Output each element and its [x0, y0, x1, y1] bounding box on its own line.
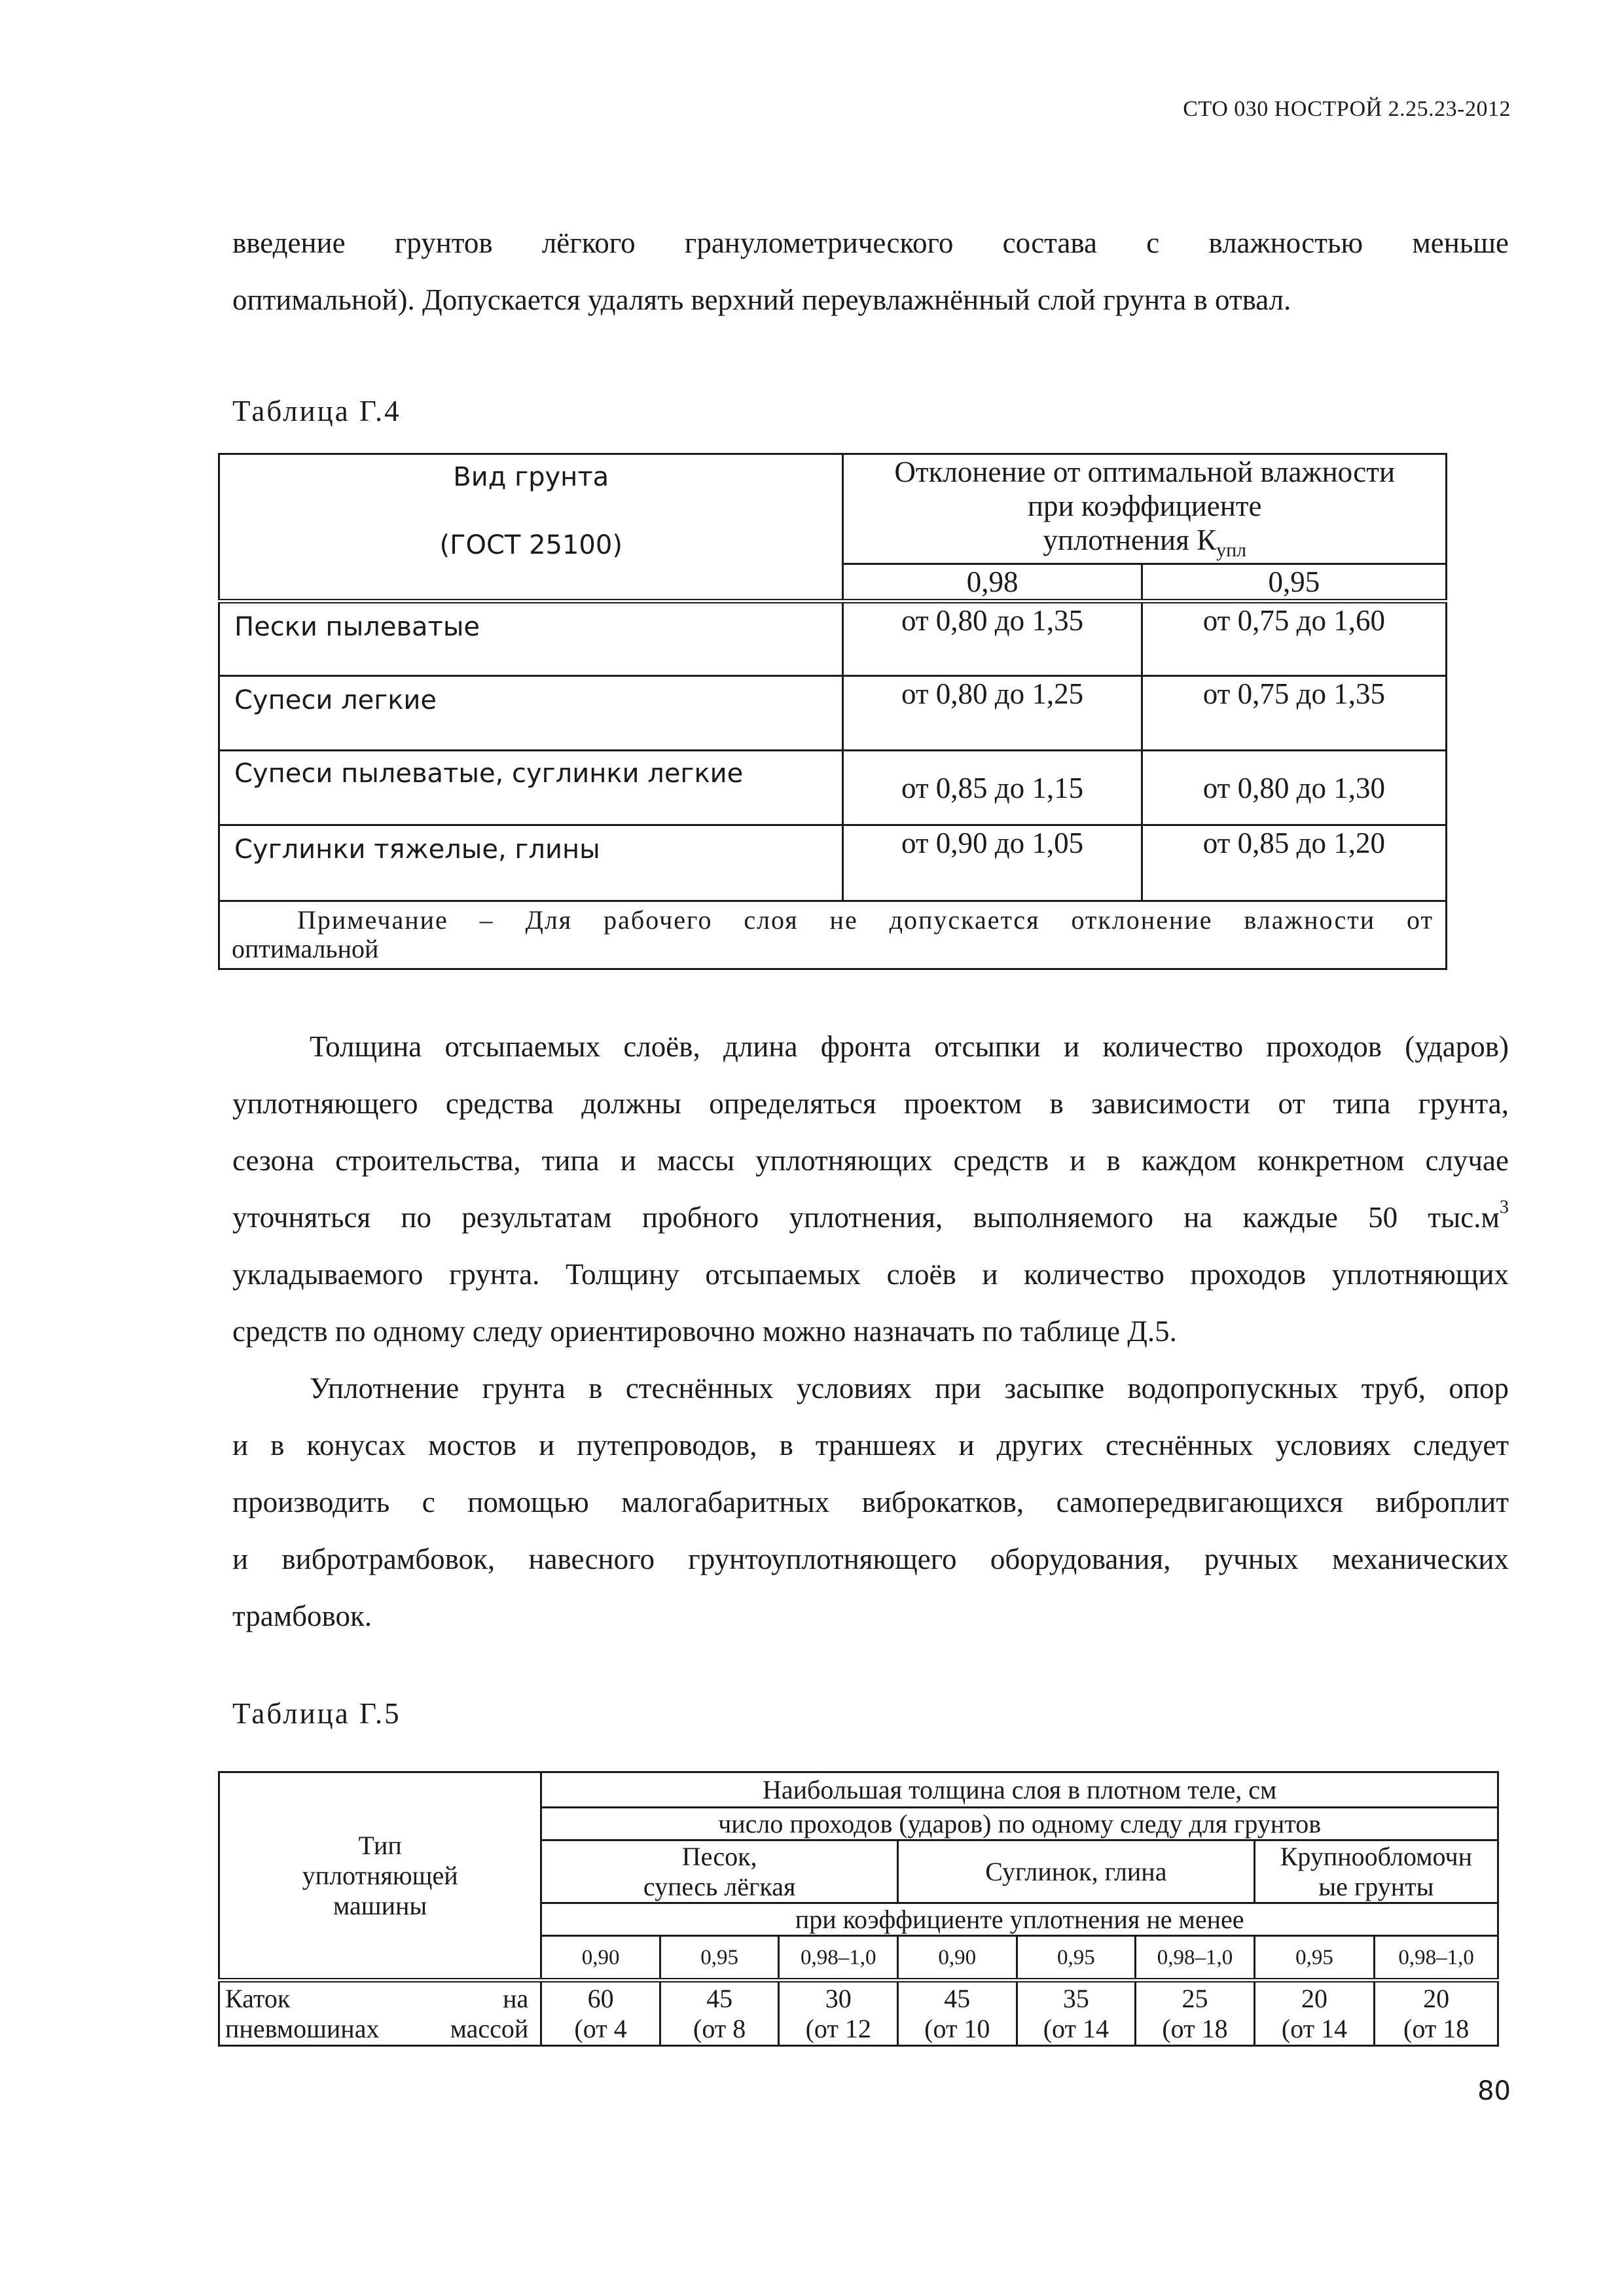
table-g4-caption: Таблица Г.4	[232, 395, 401, 427]
note-line-2: оптимальной	[232, 934, 379, 963]
thickness-cell: 25 (от 18	[1136, 1981, 1255, 2046]
passes-header: число проходов (ударов) по одному следу для грунтов	[541, 1808, 1498, 1840]
value-095: от 0,85 до 1,20	[1142, 825, 1446, 901]
table-g4-header-deviation	[843, 454, 1447, 564]
machine-type-line-1: Тип	[358, 1830, 402, 1860]
table-g4	[218, 453, 1447, 970]
machine-type-header	[219, 1772, 541, 1981]
group-sand	[541, 1840, 898, 1903]
value-098: от 0,80 до 1,35	[843, 601, 1142, 676]
table-row	[219, 1981, 1498, 2046]
table-row	[219, 676, 1447, 751]
soil-name: Пески пылеватые	[219, 601, 843, 676]
intro-line-2: оптимальной). Допускается удалять верхний переувлажнённый слой грунта в отвал.	[232, 283, 1291, 316]
k-value-095: 0,95	[1142, 564, 1446, 601]
intro-paragraph	[232, 215, 1509, 329]
table-g5	[218, 1771, 1499, 2047]
p2-line-3: сезона строительства, типа и массы уплотняющих средств и в каждом конкретном случае	[232, 1144, 1509, 1177]
value-095: от 0,75 до 1,35	[1142, 676, 1446, 751]
coef-cell: 0,95	[1017, 1936, 1136, 1981]
p2-line-4: уточняться по результатам пробного уплотнения, выполняемого на каждые 50 $тыс.м^3$	[232, 1197, 1509, 1234]
value-095: от 0,80 до 1,30	[1142, 751, 1446, 825]
coef-cell: 0,90	[898, 1936, 1017, 1981]
intro-line-1: введение грунтов лёгкого гранулометрического состава с влажностью меньше	[232, 226, 1509, 259]
table-g5-caption: Таблица Г.5	[232, 1697, 401, 1730]
group-loam: Суглинок, глина	[898, 1840, 1255, 1903]
soil-name: Супеси пылеватые, суглинки легкие	[219, 751, 843, 825]
table-row	[219, 825, 1447, 901]
soil-name: Супеси легкие	[219, 676, 843, 751]
coef-cell: 0,98–1,0	[779, 1936, 898, 1981]
deviation-label-3: уплотнения $К_{упл}$	[1043, 524, 1247, 561]
roller-label: Каток на пневмошинах массой	[219, 1981, 541, 2046]
p3-line-2: и в конусах мостов и путепроводов, в траншеях и других стеснённых условиях следует	[232, 1429, 1509, 1462]
p2-line-1: Толщина отсыпаемых слоёв, длина фронта отсыпки и количество проходов (ударов)	[310, 1030, 1509, 1063]
page-number: 80	[1477, 2076, 1511, 2106]
soil-type-label: Вид грунта	[453, 462, 609, 492]
machine-type-line-2: уплотняющей	[302, 1860, 458, 1890]
gost-label: (ГОСТ 25100)	[439, 530, 623, 560]
paragraph-layer-thickness	[232, 1018, 1509, 1360]
thickness-cell: 20 (от 18	[1375, 1981, 1498, 2046]
deviation-label-2: при коэффициенте	[1027, 490, 1262, 522]
value-098: от 0,80 до 1,25	[843, 676, 1142, 751]
thickness-cell: 30 (от 12	[779, 1981, 898, 2046]
table-row	[219, 601, 1447, 676]
coef-cell: 0,98–1,0	[1136, 1936, 1255, 1981]
value-095: от 0,75 до 1,60	[1142, 601, 1446, 676]
p3-line-4: и вибротрамбовок, навесного грунтоуплотняющего оборудования, ручных механических	[232, 1543, 1509, 1575]
group-coarse-line-1: Крупнообломочн	[1280, 1841, 1473, 1871]
thickness-cell: 60 (от 4	[541, 1981, 660, 2046]
p3-line-1: Уплотнение грунта в стеснённых условиях при засыпке водопропускных труб, опор	[310, 1372, 1509, 1405]
value-098: от 0,90 до 1,05	[843, 825, 1142, 901]
k-value-098: 0,98	[843, 564, 1142, 601]
group-sand-line-1: Песок,	[681, 1841, 757, 1871]
p3-line-5: трамбовок.	[232, 1600, 372, 1632]
p2-line-5: укладываемого грунта. Толщину отсыпаемых слоёв и количество проходов уплотняющих	[232, 1258, 1509, 1291]
soil-name: Суглинки тяжелые, глины	[219, 825, 843, 901]
p3-line-3: производить с помощью малогабаритных виброкатков, самопередвигающихся виброплит	[232, 1486, 1509, 1518]
note-line-1: Примечание – Для рабочего слоя не допускается отклонение влажности от	[297, 905, 1434, 935]
thickness-cell: 20 (от 14	[1254, 1981, 1375, 2046]
coef-cell: 0,98–1,0	[1375, 1936, 1498, 1981]
table-g4-note	[219, 901, 1447, 969]
deviation-label-1: Отклонение от оптимальной влажности	[894, 456, 1396, 488]
paragraph-confined-compaction	[232, 1360, 1509, 1645]
document-code-header: СТО 030 НОСТРОЙ 2.25.23-2012	[1183, 97, 1511, 121]
p2-line-6: средств по одному следу ориентировочно можно назначать по таблице Д.5.	[232, 1315, 1177, 1348]
p2-line-2: уплотняющего средства должны определяться проектом в зависимости от типа грунта,	[232, 1087, 1509, 1120]
machine-type-line-3: машины	[333, 1890, 427, 1920]
max-thickness-header: Наибольшая толщина слоя в плотном теле, см	[541, 1772, 1498, 1808]
group-sand-line-2: супесь лёгкая	[643, 1871, 796, 1901]
coef-cell: 0,90	[541, 1936, 660, 1981]
value-098: от 0,85 до 1,15	[843, 751, 1142, 825]
thickness-cell: 45 (от 10	[898, 1981, 1017, 2046]
thickness-cell: 35 (от 14	[1017, 1981, 1136, 2046]
thickness-cell: 45 (от 8	[660, 1981, 779, 2046]
group-coarse-line-2: ые грунты	[1318, 1871, 1434, 1901]
group-coarse	[1254, 1840, 1498, 1903]
coef-cell: 0,95	[1254, 1936, 1375, 1981]
coef-cell: 0,95	[660, 1936, 779, 1981]
table-row	[219, 751, 1447, 825]
coef-header: при коэффициенте уплотнения не менее	[541, 1903, 1498, 1936]
table-g4-header-soil	[219, 454, 843, 601]
